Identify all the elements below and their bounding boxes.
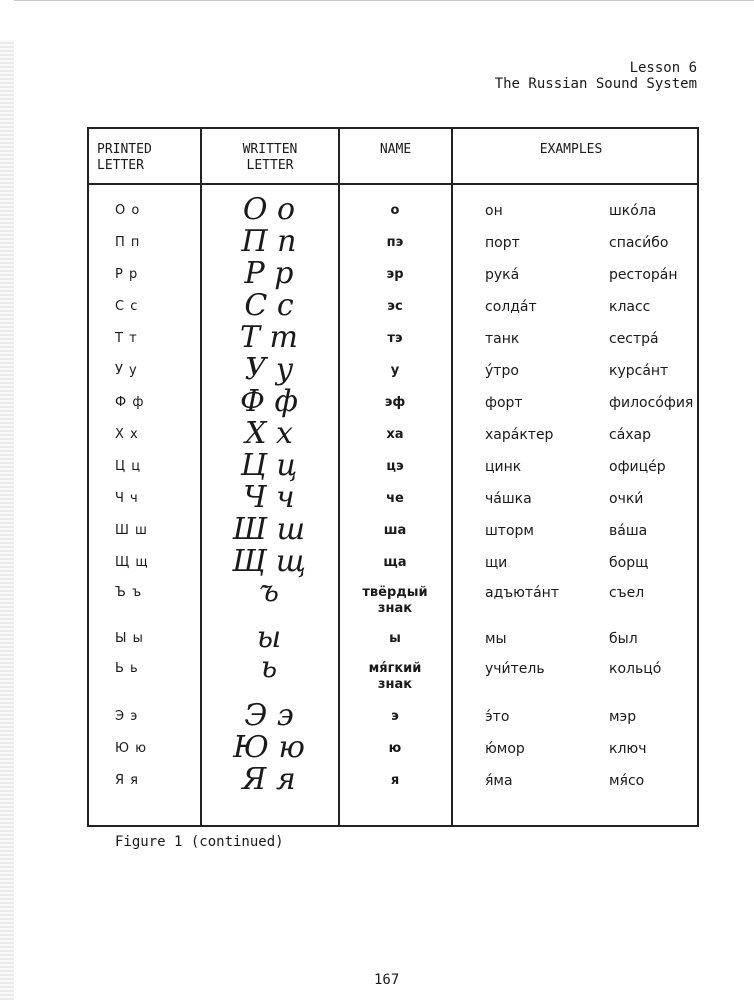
letter-name: твёрдый знак [362, 585, 428, 616]
printed-letter: Ч ч [115, 491, 139, 506]
example-word: курса́нт [609, 363, 669, 379]
printed-letter: Щ щ [115, 555, 149, 570]
top-border-line [14, 0, 754, 1]
written-letter: Т т [240, 320, 298, 355]
lesson-subtitle: The Russian Sound System [494, 76, 697, 92]
table-row [89, 544, 697, 587]
printed-letter: Ы ы [115, 631, 144, 646]
example-word: ключ [609, 741, 647, 757]
letter-name: э [391, 709, 399, 724]
example-word: шко́ла [609, 203, 657, 219]
example-word: рука́ [485, 267, 520, 283]
printed-letter: О о [115, 203, 141, 218]
printed-letter: Ъ ъ [115, 585, 143, 600]
printed-letter: Ю ю [115, 741, 148, 756]
table-row [89, 762, 697, 805]
letter-name: эр [386, 267, 404, 282]
letter-name: ща [383, 555, 407, 570]
example-word: ча́шка [485, 491, 532, 507]
example-word: я́ма [485, 773, 513, 789]
written-letter: Я я [242, 762, 296, 797]
table-row [89, 448, 697, 491]
example-word: солда́т [485, 299, 537, 315]
written-letter: Ю ю [233, 730, 305, 765]
table-row [89, 730, 697, 773]
printed-letter: Ф ф [115, 395, 145, 410]
example-word: э́то [485, 709, 510, 725]
printed-letter: Ш ш [115, 523, 148, 538]
letter-name: эс [387, 299, 403, 314]
table-row [89, 256, 697, 299]
example-word: сестра́ [609, 331, 659, 347]
table-row [89, 192, 697, 235]
example-word: са́хар [609, 427, 652, 443]
example-word: съел [609, 585, 645, 601]
written-letter: Ч ч [243, 480, 295, 515]
printed-letter: Ь ь [115, 661, 139, 676]
example-word: хара́ктер [485, 427, 554, 443]
table-row [89, 384, 697, 427]
column-header-written: WRITTEN LETTER [242, 142, 298, 173]
letter-name: о [390, 203, 400, 218]
printed-letter: С с [115, 299, 139, 314]
example-word: ва́ша [609, 523, 648, 539]
written-letter: П п [241, 224, 297, 259]
table-row [89, 650, 697, 693]
printed-letter: П п [115, 235, 141, 250]
written-letter: Э э [244, 698, 294, 733]
example-word: спаси́бо [609, 235, 669, 251]
letter-name: че [386, 491, 404, 506]
column-header-printed: PRINTED LETTER [97, 142, 152, 173]
table-row [89, 288, 697, 331]
example-word: цинк [485, 459, 522, 475]
example-word: борщ [609, 555, 649, 571]
written-letter: С с [244, 288, 294, 323]
written-letter: Х х [245, 416, 293, 451]
example-word: ю́мор [485, 741, 525, 757]
table-row [89, 352, 697, 395]
letter-name: ю [388, 741, 402, 756]
column-header-examples: EXAMPLES [539, 142, 603, 157]
letter-name: ы [389, 631, 401, 646]
example-word: адъюта́нт [485, 585, 559, 601]
table-row [89, 416, 697, 459]
example-word: кольцо́ [609, 661, 662, 677]
example-word: мэр [609, 709, 637, 725]
example-word: мы [485, 631, 507, 647]
written-letter: Щ щ [232, 544, 306, 579]
printed-letter: Ц ц [115, 459, 142, 474]
example-word: танк [485, 331, 520, 347]
example-word: шторм [485, 523, 534, 539]
table-row [89, 574, 697, 617]
written-letter: Р р [244, 256, 294, 291]
scan-edge-texture [0, 40, 14, 1000]
printed-letter: Х х [115, 427, 139, 442]
table-row [89, 620, 697, 663]
letter-name: эф [384, 395, 406, 410]
example-word: мя́со [609, 773, 645, 789]
written-letter: ъ [259, 574, 279, 609]
printed-letter: Т т [115, 331, 138, 346]
printed-letter: У у [115, 363, 138, 378]
letter-name: мя́гкий знак [368, 661, 422, 692]
page-number: 167 [374, 972, 400, 988]
written-letter: О о [242, 192, 296, 227]
written-letter: У у [244, 352, 294, 387]
example-word: порт [485, 235, 520, 251]
letter-name: ха [386, 427, 404, 442]
printed-letter: Я я [115, 773, 139, 788]
table-row [89, 512, 697, 555]
table-row [89, 224, 697, 267]
letter-name: пэ [386, 235, 404, 250]
example-word: рестора́н [609, 267, 678, 283]
lesson-number: Lesson 6 [629, 60, 697, 76]
written-letter: ы [256, 620, 282, 655]
example-word: он [485, 203, 503, 219]
table-row [89, 480, 697, 523]
written-letter: Ц ц [240, 448, 298, 483]
page-header [495, 60, 697, 92]
example-word: учи́тель [485, 661, 545, 677]
written-letter: Ф ф [240, 384, 298, 419]
letter-name: у [390, 363, 400, 378]
header-divider [89, 183, 697, 185]
letter-name: цэ [386, 459, 404, 474]
table-row [89, 698, 697, 741]
example-word: офице́р [609, 459, 666, 475]
letter-name: ша [383, 523, 407, 538]
example-word: у́тро [485, 363, 519, 379]
example-word: очки́ [609, 491, 644, 507]
column-header-name: NAME [379, 142, 412, 157]
written-letter: Ш ш [232, 512, 306, 547]
written-letter: ь [260, 650, 278, 685]
example-word: щи [485, 555, 508, 571]
letter-name: тэ [387, 331, 403, 346]
example-word: филосо́фия [609, 395, 694, 411]
alphabet-table [87, 127, 699, 827]
figure-caption: Figure 1 (continued) [115, 834, 284, 850]
printed-letter: Э э [115, 709, 139, 724]
printed-letter: Р р [115, 267, 139, 282]
example-word: класс [609, 299, 651, 315]
letter-name: я [390, 773, 400, 788]
table-row [89, 320, 697, 363]
example-word: был [609, 631, 638, 647]
example-word: форт [485, 395, 523, 411]
